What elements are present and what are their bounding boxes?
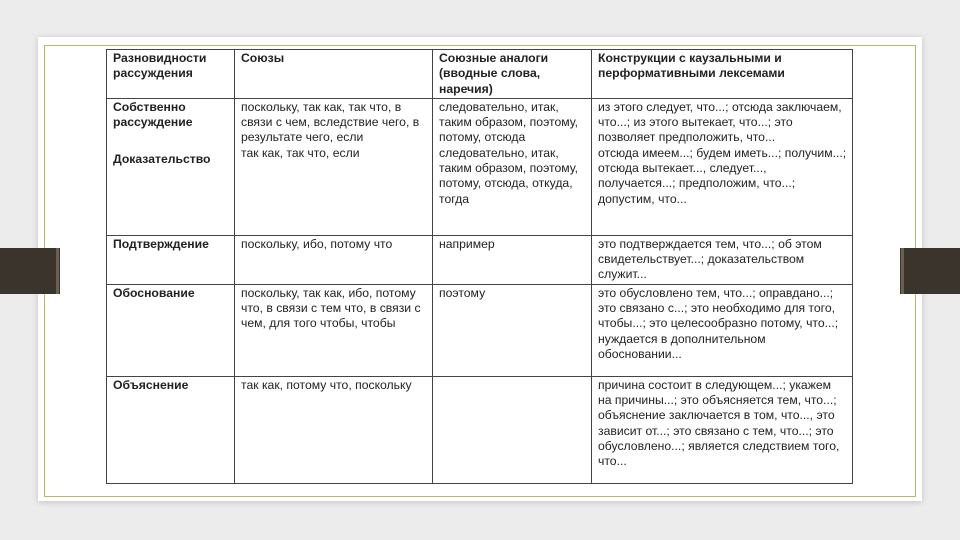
row-name-reasoning: Собственно рассуждение bbox=[113, 99, 193, 130]
constructions-cell bbox=[592, 98, 853, 235]
constructions-cell: причина состоит в следующем...; укажем на причины...; это объясняется тем, что...; объяснение заключается в том, что..., это зависит от...; это связано с тем, что...; это обусловлено...; является следствием того, что... bbox=[592, 376, 853, 483]
conjunctions-cell: так как, потому что, поскольку bbox=[235, 376, 433, 483]
header-conjunction-analogs: Союзные аналоги (вводные слова, наречия) bbox=[433, 50, 592, 99]
left-side-tab bbox=[0, 248, 60, 294]
right-side-tab bbox=[900, 248, 960, 294]
table-row bbox=[107, 235, 853, 284]
row-name-justification: Обоснование bbox=[107, 284, 235, 376]
constructions-reasoning: из этого следует, что...; отсюда заключаем, что...; из этого вытекает, что...; это позволяет предположить, что... bbox=[598, 99, 842, 145]
header-conjunctions: Союзы bbox=[235, 50, 433, 99]
analogs-proof: следовательно, итак, таким образом, поэтому, потому, отсюда, откуда, тогда bbox=[439, 145, 579, 206]
analogs-cell: например bbox=[433, 235, 592, 284]
conjunctions-cell: поскольку, так как, ибо, потому что, в связи с тем что, в связи с чем, для того чтобы, чтобы bbox=[235, 284, 433, 376]
row-name-confirmation: Подтверждение bbox=[107, 235, 235, 284]
row-name-explanation: Объяснение bbox=[107, 376, 235, 483]
header-reasoning-type: Разновидности рассуждения bbox=[107, 50, 235, 99]
constructions-cell: это обусловлено тем, что...; оправдано...; это связано с...; это необходимо для того, чтобы...; это целесообразно потому, что...; нуждается в дополнительном обосновании... bbox=[592, 284, 853, 376]
row-name-proof: Доказательство bbox=[113, 152, 211, 167]
left-tab-slit bbox=[56, 248, 59, 294]
right-tab-slit bbox=[901, 248, 904, 294]
table-row bbox=[107, 284, 853, 376]
header-constructions: Конструкции с каузальными и перформативными лексемами bbox=[592, 50, 853, 99]
reasoning-types-table bbox=[106, 49, 853, 484]
constructions-cell: это подтверждается тем, что...; об этом свидетельствует...; доказательством служит... bbox=[592, 235, 853, 284]
table-row bbox=[107, 98, 853, 235]
analogs-cell bbox=[433, 98, 592, 235]
conjunctions-proof: так как, так что, если bbox=[241, 145, 360, 160]
conjunctions-reasoning: поскольку, так как, так что, в связи с чем, вследствие чего, в результате чего, если bbox=[241, 99, 420, 145]
row-name-cell bbox=[107, 98, 235, 235]
table-row bbox=[107, 376, 853, 483]
analogs-reasoning: следовательно, итак, таким образом, поэтому, потому, отсюда bbox=[439, 99, 579, 145]
conjunctions-cell bbox=[235, 98, 433, 235]
conjunctions-cell: поскольку, ибо, потому что bbox=[235, 235, 433, 284]
constructions-proof: отсюда имеем...; будем иметь...; получим...; отсюда вытекает..., следует..., получается...; предположим, что...; допустим, что... bbox=[598, 145, 847, 206]
analogs-cell bbox=[433, 376, 592, 483]
analogs-cell: поэтому bbox=[433, 284, 592, 376]
table-header-row bbox=[107, 50, 853, 99]
